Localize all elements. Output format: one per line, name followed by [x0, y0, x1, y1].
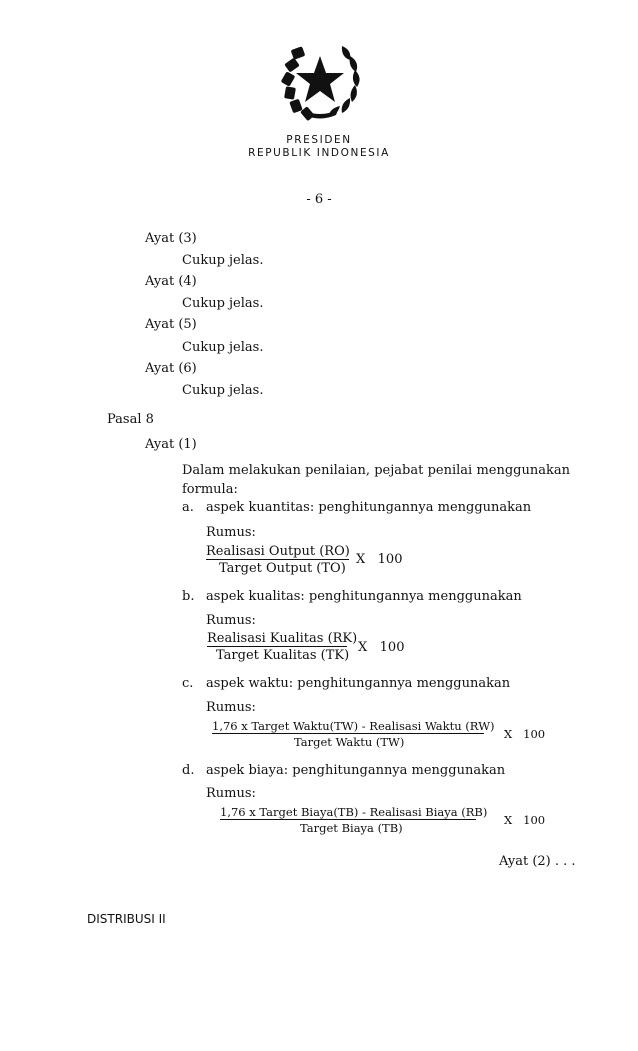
item-letter: c. — [182, 676, 194, 691]
formula-numerator: 1,76 x Target Waktu(TW) - Realisasi Waktu (RW) — [212, 719, 495, 733]
formula-denominator: Target Waktu (TW) — [294, 735, 405, 749]
pasal-ayat-label: Ayat (1) — [145, 437, 197, 452]
formula-denominator: Target Kualitas (TK) — [216, 648, 350, 663]
ayat-label: Ayat (6) — [145, 361, 197, 376]
ayat-label: Ayat (3) — [145, 231, 197, 246]
ayat-text: Cukup jelas. — [182, 253, 264, 268]
rumus-label: Rumus: — [206, 700, 256, 715]
page-number: - 6 - — [306, 192, 332, 207]
fraction-line — [207, 646, 347, 647]
state-emblem-icon — [272, 40, 366, 122]
formula-numerator: Realisasi Kualitas (RK) — [207, 631, 358, 646]
item-text: aspek waktu: penghitungannya menggunakan — [206, 676, 511, 691]
item-letter: b. — [182, 589, 195, 604]
fraction-line — [220, 819, 476, 820]
formula-denominator: Target Output (TO) — [219, 561, 346, 576]
formula-multiplier: X 100 — [358, 640, 405, 655]
pasal-intro: Dalam melakukan penilaian, pejabat penilai menggunakan formula: — [182, 463, 570, 497]
fraction-line — [206, 559, 349, 560]
continuation-text: Ayat (2) . . . — [499, 854, 576, 869]
item-text: aspek kuantitas: penghitungannya menggunakan — [206, 500, 532, 515]
item-text: aspek biaya: penghitungannya menggunakan — [206, 763, 506, 778]
item-letter: a. — [182, 500, 194, 515]
ayat-text: Cukup jelas. — [182, 340, 264, 355]
formula-numerator: 1,76 x Target Biaya(TB) - Realisasi Biaya (RB) — [220, 805, 488, 819]
fraction-line — [212, 733, 484, 734]
formula-multiplier: X 100 — [504, 727, 546, 741]
ayat-label: Ayat (5) — [145, 317, 197, 332]
header-title-line1: PRESIDEN — [286, 134, 352, 146]
rumus-label: Rumus: — [206, 786, 256, 801]
ayat-text: Cukup jelas. — [182, 296, 264, 311]
ayat-text: Cukup jelas. — [182, 383, 264, 398]
formula-multiplier: X 100 — [356, 552, 403, 567]
footer-distribution: DISTRIBUSI II — [87, 912, 166, 926]
pasal-title: Pasal 8 — [107, 412, 154, 427]
formula-multiplier: X 100 — [504, 813, 546, 827]
rumus-label: Rumus: — [206, 613, 256, 628]
formula-numerator: Realisasi Output (RO) — [206, 544, 350, 559]
ayat-label: Ayat (4) — [145, 274, 197, 289]
rumus-label: Rumus: — [206, 525, 256, 540]
item-text: aspek kualitas: penghitungannya menggunakan — [206, 589, 522, 604]
formula-denominator: Target Biaya (TB) — [300, 821, 403, 835]
item-letter: d. — [182, 763, 195, 778]
header-title-line2: REPUBLIK INDONESIA — [248, 147, 390, 159]
